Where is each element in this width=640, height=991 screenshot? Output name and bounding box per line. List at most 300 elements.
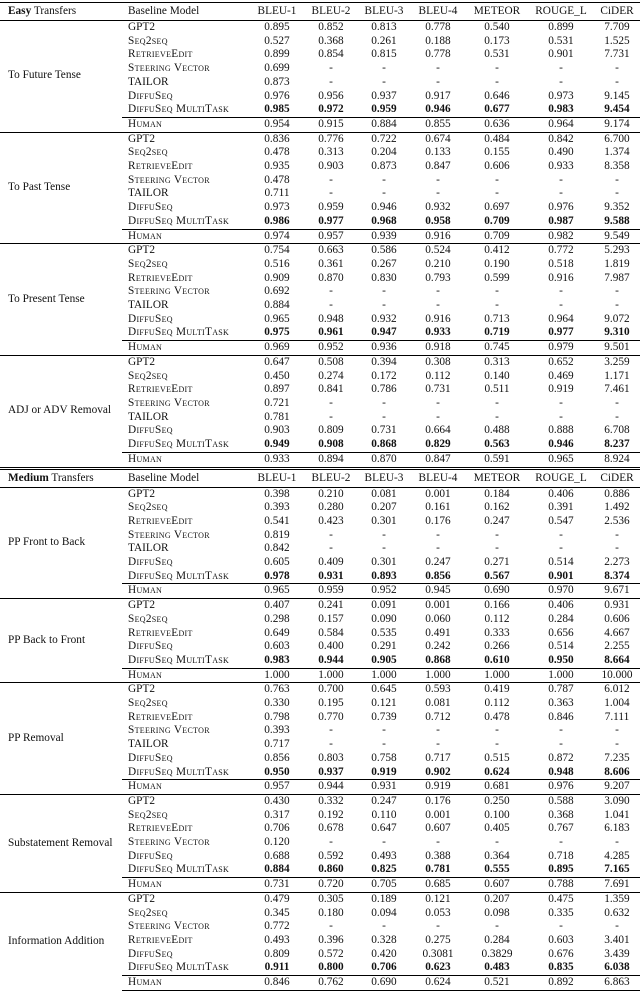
- cell-cider: 7.987: [604, 271, 630, 284]
- cell-bleu-4: 0.847: [425, 160, 451, 173]
- cell-rouge-l: 0.676: [548, 947, 574, 960]
- cell-bleu-4: 0.524: [410, 244, 466, 258]
- cell-cider: -: [615, 187, 619, 200]
- cell-meteor: 0.112: [484, 612, 510, 625]
- cell-meteor: 0.690: [466, 584, 528, 599]
- cell-bleu-2: 0.959: [318, 201, 344, 214]
- cell-cider: 9.145: [604, 89, 630, 102]
- cell-rouge-l: 0.933: [548, 160, 574, 173]
- cell-bleu-1: 0.836: [250, 132, 304, 146]
- cell-cider: -: [615, 528, 619, 541]
- cell-bleu-3: 0.813: [371, 21, 397, 33]
- cell-bleu-3: 0.936: [358, 341, 410, 356]
- cell-bleu-1: 0.393: [264, 501, 290, 514]
- model-name: DiffuSeq: [128, 640, 173, 653]
- section-title: [0, 3, 122, 21]
- table-row: [0, 21, 640, 35]
- cell-bleu-3: 0.172: [371, 369, 397, 382]
- column-header-rouge-l: ROUGE_L: [528, 468, 594, 487]
- cell-bleu-1: 0.895: [264, 21, 290, 33]
- cell-meteor: 0.484: [466, 132, 528, 146]
- cell-cider: 0.886: [604, 487, 630, 500]
- cell-bleu-3: -: [382, 75, 386, 88]
- model-name: Seq2seq: [128, 906, 168, 919]
- model-name: DiffuSeq MultiTask: [128, 438, 230, 451]
- model-name: GPT2: [122, 355, 250, 369]
- cell-bleu-2: 0.572: [318, 947, 344, 960]
- cell-bleu-2: 0.423: [318, 514, 344, 527]
- cell-rouge-l: 0.964: [548, 312, 574, 325]
- cell-cider: 8.664: [604, 653, 630, 666]
- cell-cider: 0.632: [604, 906, 630, 919]
- cell-cider: -: [615, 724, 619, 737]
- cell-bleu-3: 0.261: [371, 34, 397, 47]
- column-header-bleu-1: BLEU-1: [250, 468, 304, 487]
- cell-bleu-2: 0.776: [304, 132, 358, 146]
- column-header-cider: CiDER: [594, 3, 640, 21]
- cell-meteor: 0.540: [484, 21, 510, 33]
- cell-meteor: 0.599: [484, 271, 510, 284]
- cell-bleu-4: 0.847: [410, 452, 466, 468]
- cell-bleu-3: -: [382, 396, 386, 409]
- column-header-bleu-1: BLEU-1: [250, 3, 304, 21]
- cell-rouge-l: 1.000: [528, 668, 594, 683]
- cell-cider: 7.691: [594, 878, 640, 893]
- model-name: Seq2seq: [128, 34, 168, 47]
- cell-rouge-l: 0.363: [548, 697, 574, 710]
- cell-bleu-1: 0.933: [250, 452, 304, 468]
- cell-meteor: 0.140: [484, 369, 510, 382]
- model-name: DiffuSeq MultiTask: [128, 103, 230, 116]
- cell-bleu-4: 0.593: [410, 683, 466, 697]
- cell-bleu-4: 0.388: [425, 849, 451, 862]
- cell-bleu-1: 0.541: [264, 514, 290, 527]
- cell-rouge-l: 0.284: [548, 612, 574, 625]
- transfer-label: Information Addition: [0, 892, 122, 990]
- cell-bleu-1: 0.819: [264, 528, 290, 541]
- table-row: [0, 794, 640, 808]
- cell-cider: 6.863: [594, 976, 640, 991]
- cell-rouge-l: 0.335: [548, 906, 574, 919]
- cell-rouge-l: 0.518: [548, 257, 574, 270]
- cell-meteor: -: [495, 836, 499, 849]
- column-header-bleu-3: BLEU-3: [358, 3, 410, 21]
- cell-bleu-1: 0.954: [250, 117, 304, 132]
- cell-cider: 6.183: [604, 822, 630, 835]
- cell-rouge-l: 0.916: [548, 271, 574, 284]
- model-name: TAILOR: [128, 410, 169, 423]
- cell-bleu-3: 0.758: [371, 751, 397, 764]
- cell-bleu-4: -: [436, 62, 440, 75]
- cell-bleu-4: -: [436, 285, 440, 298]
- cell-bleu-1: 0.699: [264, 62, 290, 75]
- cell-bleu-2: 0.274: [318, 369, 344, 382]
- cell-cider: -: [615, 173, 619, 186]
- cell-rouge-l: -: [559, 528, 563, 541]
- cell-bleu-1: 0.935: [264, 160, 290, 173]
- cell-bleu-3: -: [382, 187, 386, 200]
- cell-bleu-2: 0.592: [318, 849, 344, 862]
- model-name: GPT2: [122, 892, 250, 906]
- cell-bleu-2: 0.854: [318, 48, 344, 61]
- transfer-label: ADJ or ADV Removal: [0, 355, 122, 468]
- cell-meteor: -: [495, 285, 499, 298]
- model-name: DiffuSeq: [128, 751, 173, 764]
- cell-bleu-3: -: [382, 542, 386, 555]
- cell-bleu-2: 0.931: [318, 569, 344, 582]
- cell-rouge-l: 0.901: [548, 569, 574, 582]
- cell-bleu-4: -: [436, 410, 440, 423]
- cell-cider: -: [615, 542, 619, 555]
- cell-cider: 6.038: [604, 961, 630, 974]
- cell-bleu-4: 0.242: [425, 640, 451, 653]
- cell-bleu-3: 0.815: [371, 48, 397, 61]
- cell-bleu-4: 0.001: [410, 599, 466, 613]
- cell-cider: 8.237: [604, 438, 630, 451]
- cell-bleu-4: 0.664: [425, 424, 451, 437]
- cell-bleu-3: 0.905: [371, 653, 397, 666]
- cell-cider: 1.819: [604, 257, 630, 270]
- cell-bleu-1: 0.450: [264, 369, 290, 382]
- cell-cider: 7.731: [604, 48, 630, 61]
- cell-meteor: 0.250: [466, 794, 528, 808]
- cell-bleu-2: 0.944: [318, 653, 344, 666]
- cell-bleu-4: -: [436, 75, 440, 88]
- cell-cider: 4.285: [604, 849, 630, 862]
- cell-bleu-3: 0.094: [371, 906, 397, 919]
- cell-bleu-3: 0.893: [371, 569, 397, 582]
- cell-cider: -: [615, 836, 619, 849]
- cell-bleu-1: 0.909: [264, 271, 290, 284]
- cell-bleu-3: 0.121: [371, 697, 397, 710]
- cell-rouge-l: 0.772: [528, 244, 594, 258]
- cell-bleu-4: 0.001: [425, 808, 451, 821]
- cell-bleu-4: -: [436, 396, 440, 409]
- cell-bleu-4: 0.060: [425, 612, 451, 625]
- model-name: GPT2: [122, 244, 250, 258]
- cell-bleu-4: 0.491: [425, 626, 451, 639]
- cell-meteor: -: [495, 410, 499, 423]
- cell-rouge-l: -: [559, 738, 563, 751]
- cell-cider: 9.501: [594, 341, 640, 356]
- transfer-label: To Present Tense: [0, 244, 122, 356]
- model-name: Steering Vector: [128, 285, 210, 298]
- model-name: DiffuSeq MultiTask: [128, 961, 230, 974]
- cell-bleu-2: 0.870: [318, 271, 344, 284]
- cell-bleu-1: 0.527: [264, 34, 290, 47]
- cell-bleu-3: 0.207: [371, 501, 397, 514]
- cell-rouge-l: -: [559, 285, 563, 298]
- cell-bleu-4: 0.917: [425, 89, 451, 102]
- cell-meteor: 0.713: [484, 312, 510, 325]
- cell-meteor: 0.719: [484, 326, 510, 339]
- cell-meteor: 0.412: [466, 244, 528, 258]
- cell-bleu-2: 1.000: [304, 668, 358, 683]
- cell-rouge-l: 0.603: [548, 934, 574, 946]
- cell-bleu-4: 0.855: [410, 117, 466, 132]
- section-header-row: [0, 3, 640, 21]
- cell-cider: 3.090: [594, 794, 640, 808]
- cell-bleu-2: -: [329, 738, 333, 751]
- cell-rouge-l: -: [559, 542, 563, 555]
- cell-cider: -: [615, 299, 619, 312]
- cell-bleu-2: 0.305: [304, 892, 358, 906]
- cell-bleu-2: 0.977: [318, 214, 344, 227]
- cell-rouge-l: 0.514: [548, 556, 574, 569]
- cell-meteor: 0.162: [484, 501, 510, 514]
- cell-meteor: 0.333: [484, 626, 510, 639]
- model-name: TAILOR: [128, 299, 169, 312]
- cell-meteor: 0.515: [484, 751, 510, 764]
- cell-bleu-1: 0.950: [264, 765, 290, 778]
- cell-bleu-1: 0.949: [264, 438, 290, 451]
- transfer-label: PP Front to Back: [8, 535, 86, 548]
- column-header-bleu-2: BLEU-2: [304, 468, 358, 487]
- cell-bleu-1: 0.479: [250, 892, 304, 906]
- cell-rouge-l: 0.950: [548, 653, 574, 666]
- cell-bleu-4: -: [436, 187, 440, 200]
- cell-meteor: -: [495, 724, 499, 737]
- cell-rouge-l: -: [559, 410, 563, 423]
- cell-bleu-2: 0.972: [318, 103, 344, 116]
- model-name: DiffuSeq MultiTask: [128, 653, 230, 666]
- cell-bleu-1: 0.516: [264, 257, 290, 270]
- cell-bleu-3: 0.328: [371, 934, 397, 946]
- cell-bleu-3: 0.731: [371, 424, 397, 437]
- cell-rouge-l: 0.846: [548, 710, 574, 723]
- cell-bleu-2: 0.280: [318, 501, 344, 514]
- model-name: Seq2seq: [128, 369, 168, 382]
- cell-bleu-2: 0.584: [318, 626, 344, 639]
- cell-meteor: 0.563: [484, 438, 510, 451]
- cell-meteor: 0.483: [484, 961, 510, 974]
- cell-bleu-2: 0.663: [304, 244, 358, 258]
- cell-bleu-4: 0.674: [410, 132, 466, 146]
- cell-cider: 9.588: [604, 214, 630, 227]
- model-name: RetrieveEdit: [128, 48, 193, 61]
- cell-bleu-2: 0.803: [318, 751, 344, 764]
- model-name: GPT2: [128, 21, 155, 33]
- cell-bleu-3: -: [382, 528, 386, 541]
- cell-bleu-2: -: [329, 396, 333, 409]
- cell-bleu-2: 0.508: [304, 355, 358, 369]
- cell-bleu-1: 0.978: [264, 569, 290, 582]
- cell-meteor: -: [495, 396, 499, 409]
- cell-cider: 1.492: [604, 501, 630, 514]
- cell-meteor: 0.646: [484, 89, 510, 102]
- cell-rouge-l: 0.976: [528, 780, 594, 795]
- cell-bleu-4: 0.868: [425, 653, 451, 666]
- model-name: DiffuSeq: [128, 89, 173, 102]
- cell-bleu-2: 0.700: [304, 683, 358, 697]
- cell-bleu-4: -: [436, 173, 440, 186]
- cell-bleu-1: 0.965: [250, 584, 304, 599]
- column-header-bleu-2: BLEU-2: [304, 3, 358, 21]
- cell-cider: 8.924: [594, 452, 640, 468]
- cell-bleu-1: 0.856: [264, 751, 290, 764]
- cell-bleu-3: 0.301: [371, 556, 397, 569]
- cell-cider: 9.671: [594, 584, 640, 599]
- cell-bleu-4: 1.000: [410, 668, 466, 683]
- cell-meteor: 0.155: [484, 146, 510, 159]
- cell-bleu-2: -: [329, 187, 333, 200]
- cell-rouge-l: 0.892: [528, 976, 594, 991]
- cell-bleu-4: 0.133: [425, 146, 451, 159]
- cell-bleu-1: 0.842: [264, 542, 290, 555]
- model-name: Human: [122, 878, 250, 893]
- cell-meteor: 0.419: [466, 683, 528, 697]
- cell-bleu-3: 0.110: [371, 808, 397, 821]
- cell-bleu-2: 0.908: [318, 438, 344, 451]
- cell-meteor: -: [495, 542, 499, 555]
- section-header-row: [0, 468, 640, 487]
- cell-bleu-2: 0.841: [318, 383, 344, 396]
- cell-bleu-3: 0.091: [358, 599, 410, 613]
- cell-bleu-2: 0.937: [318, 765, 344, 778]
- cell-bleu-1: 0.976: [264, 89, 290, 102]
- cell-bleu-1: 0.957: [250, 780, 304, 795]
- cell-rouge-l: 0.842: [528, 132, 594, 146]
- cell-bleu-1: 0.911: [264, 961, 290, 974]
- cell-bleu-1: 0.975: [264, 326, 290, 339]
- model-name: Human: [122, 452, 250, 468]
- cell-meteor: 0.284: [484, 934, 510, 946]
- cell-bleu-2: 0.952: [304, 341, 358, 356]
- model-name: RetrieveEdit: [128, 822, 193, 835]
- cell-cider: 2.536: [604, 514, 630, 527]
- table-row: [0, 244, 640, 258]
- cell-bleu-4: 0.856: [425, 569, 451, 582]
- cell-bleu-2: 0.396: [318, 934, 344, 946]
- cell-meteor: 0.591: [466, 452, 528, 468]
- model-name: Seq2seq: [128, 501, 168, 514]
- cell-meteor: 0.313: [466, 355, 528, 369]
- cell-bleu-2: -: [329, 724, 333, 737]
- cell-meteor: 0.100: [484, 808, 510, 821]
- cell-bleu-3: 0.873: [371, 160, 397, 173]
- cell-bleu-4: 0.916: [410, 229, 466, 244]
- cell-bleu-2: 0.678: [318, 822, 344, 835]
- cell-bleu-4: 0.275: [425, 934, 451, 946]
- model-name: DiffuSeq MultiTask: [128, 214, 230, 227]
- cell-cider: 1.171: [604, 369, 630, 382]
- cell-cider: 9.072: [604, 312, 630, 325]
- cell-meteor: 0.405: [484, 822, 510, 835]
- cell-bleu-2: 0.409: [318, 556, 344, 569]
- cell-cider: 7.709: [604, 21, 630, 33]
- cell-rouge-l: -: [559, 299, 563, 312]
- model-name: DiffuSeq MultiTask: [128, 863, 230, 876]
- results-table-body: [0, 3, 640, 991]
- cell-bleu-3: 0.739: [371, 710, 397, 723]
- cell-rouge-l: 0.895: [548, 863, 574, 876]
- cell-rouge-l: 0.977: [548, 326, 574, 339]
- cell-bleu-3: 0.868: [371, 438, 397, 451]
- cell-bleu-4: 0.717: [425, 751, 451, 764]
- cell-rouge-l: 0.888: [548, 424, 574, 437]
- cell-bleu-1: 0.692: [264, 285, 290, 298]
- model-name: DiffuSeq: [128, 556, 173, 569]
- cell-bleu-3: 0.959: [371, 103, 397, 116]
- cell-bleu-4: 0.176: [410, 794, 466, 808]
- cell-bleu-1: 0.809: [264, 947, 290, 960]
- cell-bleu-2: 0.860: [318, 863, 344, 876]
- cell-rouge-l: 0.976: [548, 201, 574, 214]
- cell-bleu-1: 0.974: [250, 229, 304, 244]
- cell-rouge-l: 0.899: [548, 21, 574, 33]
- cell-rouge-l: 0.973: [548, 89, 574, 102]
- cell-bleu-2: -: [329, 75, 333, 88]
- cell-bleu-4: 0.623: [425, 961, 451, 974]
- cell-bleu-2: 0.192: [318, 808, 344, 821]
- cell-bleu-3: 0.705: [358, 878, 410, 893]
- cell-bleu-1: 0.345: [264, 906, 290, 919]
- cell-meteor: 0.3829: [481, 947, 513, 960]
- cell-bleu-1: 0.317: [264, 808, 290, 821]
- cell-meteor: 0.606: [484, 160, 510, 173]
- cell-rouge-l: 0.368: [548, 808, 574, 821]
- model-name: RetrieveEdit: [128, 934, 193, 946]
- cell-bleu-3: 0.493: [371, 849, 397, 862]
- model-name: RetrieveEdit: [128, 710, 193, 723]
- cell-rouge-l: 0.475: [528, 892, 594, 906]
- model-name: Steering Vector: [128, 920, 210, 933]
- cell-cider: 10.000: [594, 668, 640, 683]
- cell-meteor: -: [495, 187, 499, 200]
- cell-bleu-1: 0.298: [264, 612, 290, 625]
- cell-rouge-l: 0.406: [548, 487, 574, 500]
- cell-meteor: 0.610: [484, 653, 510, 666]
- cell-bleu-3: 0.204: [371, 146, 397, 159]
- cell-bleu-2: 0.400: [318, 640, 344, 653]
- cell-meteor: 0.624: [484, 765, 510, 778]
- cell-meteor: 0.531: [484, 48, 510, 61]
- cell-rouge-l: -: [559, 836, 563, 849]
- model-name: Seq2seq: [128, 612, 168, 625]
- model-name: DiffuSeq: [128, 849, 173, 862]
- cell-meteor: 0.364: [484, 849, 510, 862]
- model-name: Steering Vector: [128, 528, 210, 541]
- cell-bleu-3: 0.267: [371, 257, 397, 270]
- cell-bleu-2: 0.720: [304, 878, 358, 893]
- cell-bleu-3: 0.706: [371, 961, 397, 974]
- model-name: RetrieveEdit: [128, 271, 193, 284]
- cell-bleu-1: 0.899: [264, 48, 290, 61]
- cell-bleu-1: 0.873: [264, 75, 290, 88]
- cell-bleu-2: 0.361: [318, 257, 344, 270]
- cell-rouge-l: 0.919: [548, 383, 574, 396]
- model-name: Steering Vector: [128, 836, 210, 849]
- column-header-bleu-4: BLEU-4: [410, 468, 466, 487]
- cell-bleu-3: -: [382, 410, 386, 423]
- cell-bleu-3: 0.952: [358, 584, 410, 599]
- cell-cider: 2.255: [604, 640, 630, 653]
- cell-bleu-2: 0.770: [318, 710, 344, 723]
- cell-rouge-l: -: [559, 173, 563, 186]
- cell-bleu-1: 0.781: [264, 410, 290, 423]
- cell-bleu-3: -: [382, 285, 386, 298]
- cell-bleu-1: 1.000: [250, 668, 304, 683]
- cell-rouge-l: 0.946: [548, 438, 574, 451]
- cell-cider: 0.931: [594, 599, 640, 613]
- cell-bleu-2: 0.157: [318, 612, 344, 625]
- cell-meteor: 1.000: [466, 668, 528, 683]
- cell-bleu-1: 0.798: [264, 710, 290, 723]
- cell-bleu-1: 0.986: [264, 214, 290, 227]
- cell-bleu-4: -: [436, 299, 440, 312]
- cell-meteor: 0.681: [466, 780, 528, 795]
- model-name: Human: [122, 117, 250, 132]
